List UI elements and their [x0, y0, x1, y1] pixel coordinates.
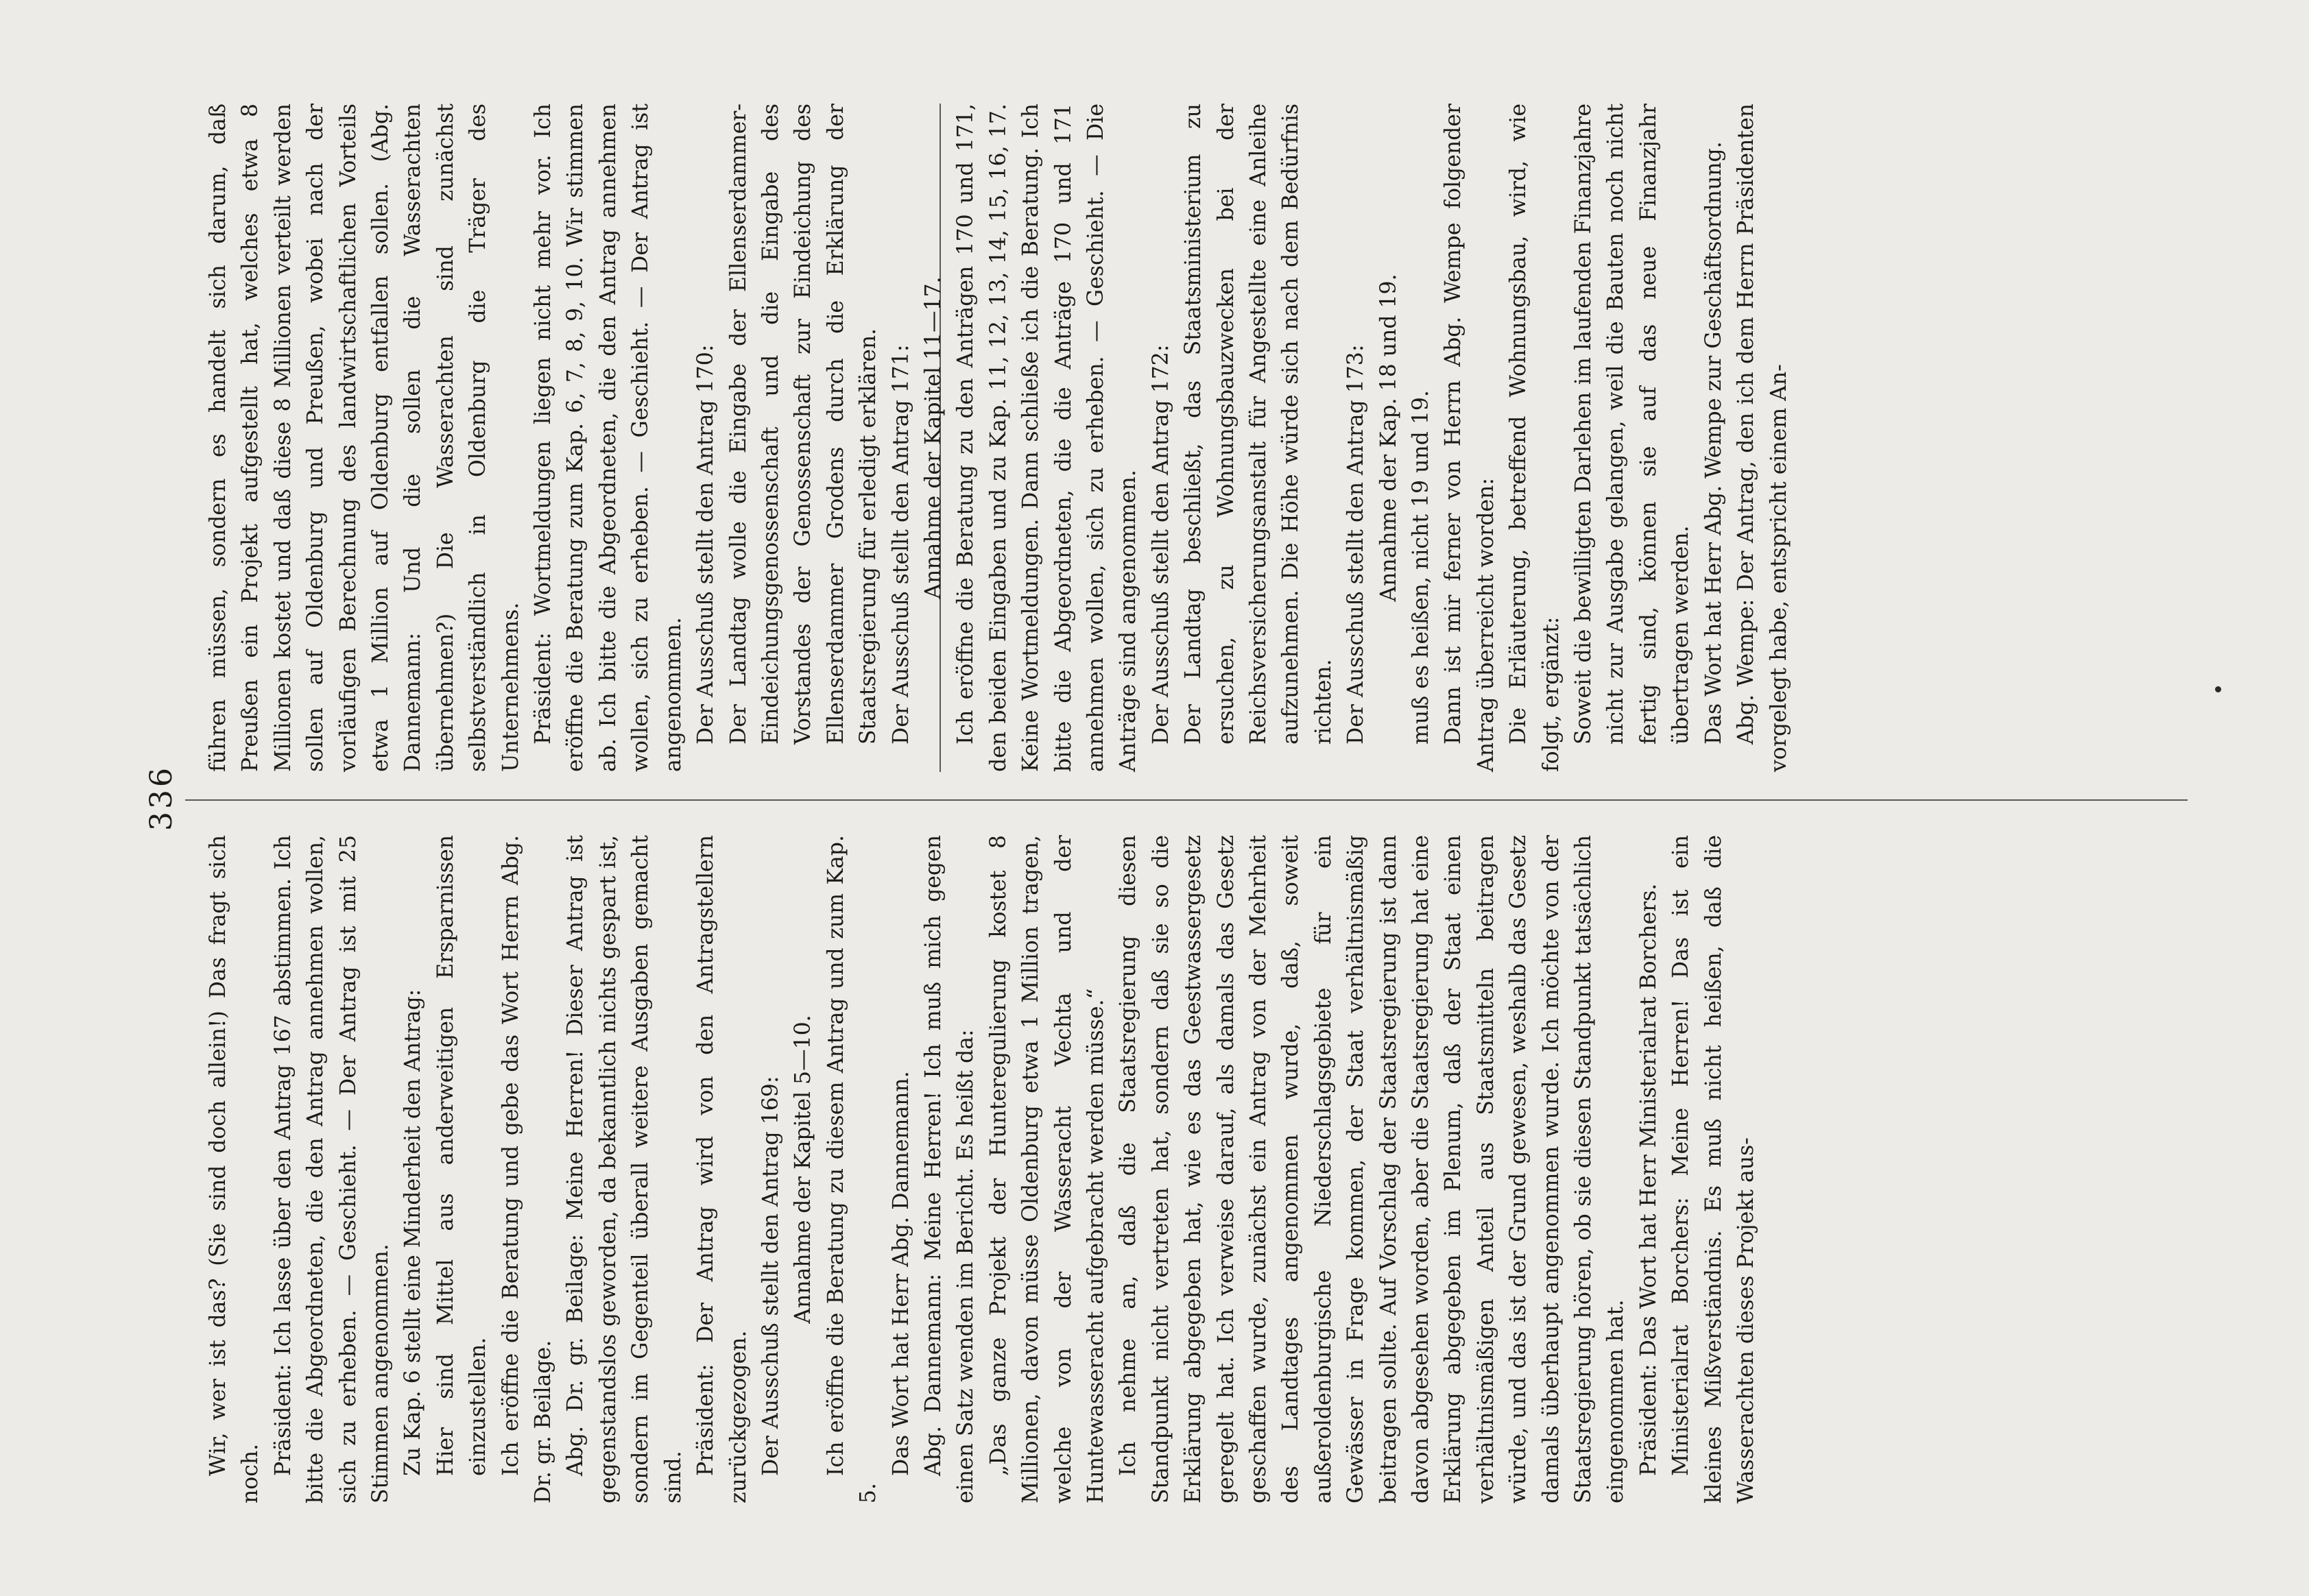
paragraph: Präsident: Der Antrag wird von den Antragstellern zurückgezogen. [693, 835, 751, 1503]
page-number: 336 [144, 765, 179, 831]
paragraph: Ich eröffne die Beratung und gebe das Wort Herrn Abg. Dr. gr. Beilage. [498, 835, 556, 1503]
paragraph: Abg. Dannemann: Meine Herren! Ich muß mich gegen einen Satz wenden im Bericht. Es heißt da: [920, 835, 979, 1503]
paragraph: Der Ausschuß stellt den Antrag 170: [693, 344, 719, 745]
paragraph: Wir, wer ist das? (Sie sind doch allein!) Das fragt sich noch. [206, 835, 263, 1503]
paragraph: Dann ist mir ferner von Herrn Abg. Wempe folgender Antrag überreicht worden: [1441, 104, 1498, 772]
motion-text: Annahme der Kapitel 11—17. [920, 276, 946, 599]
paragraph: Präsident: Das Wort hat Herr Ministerialrat Borchers. [1636, 883, 1661, 1476]
paragraph: Der Ausschuß stellt den Antrag 172: [1148, 344, 1173, 745]
paragraph: Der Ausschuß stellt den Antrag 173: [1343, 344, 1369, 745]
motion-text: Hier sind Mittel aus anderweitigen Ersparnissen einzustellen. [433, 835, 491, 1476]
paragraph: Der Ausschuß stellt den Antrag 169: [758, 1076, 783, 1476]
paragraph: Abg. Wempe: Der Antrag, den ich dem Herrn Präsidenten vorgelegt habe, entspricht einem An- [1734, 104, 1791, 772]
motion-text: Annahme der Kap. 18 und 19. [1376, 274, 1401, 602]
paragraph: muß es heißen, nicht 19 und 19. [1409, 390, 1434, 745]
paragraph: Ich nehme an, daß die Staatsregierung diesen Standpunkt nicht vertreten hat, sondern daß sie so die Erklärung abgegeben hat, wie es das Geestwassergesetz geregelt hat. Ich verweise darauf, als damals das Gesetz geschaffen wurde, zunächst ein Antrag von der Mehrheit des Landtages angenommen wurde, daß, soweit außeroldenburgische Niederschlagsgebiete für ein Gewässer in Frage kommen, der Staat verhältnismäßig beitragen sollte. Auf Vorschlag der Staatsregierung ist dann davon abgesehen worden, aber die Staatsregierung hat eine Erklärung abgegeben im Plenum, daß der Staat einen verhältnismäßigen Anteil aus Staatsmitteln beitragen würde, und das ist der Grund gewesen, weshalb das Gesetz damals überhaupt angenommen wurde. Ich möchte von der Staatsregierung hören, ob sie diesen Standpunkt tatsächlich eingenommen hat. [1116, 835, 1629, 1503]
column-divider [185, 799, 2188, 801]
paragraph: Präsident: Ich lasse über den Antrag 167 abstimmen. Ich bitte die Abgeordneten, die den Antrag annehmen wollen, sich zu erheben. — Geschieht. — Der Antrag ist mit 25 Stimmen angenommen. [270, 835, 394, 1503]
paragraph: Der Ausschuß stellt den Antrag 171: [888, 344, 913, 745]
paragraph: Das Wort hat Herr Abg. Dannemann. [888, 1071, 913, 1476]
paragraph: Die Erläuterung, betreffend Wohnungsbau, wird, wie folgt, ergänzt: [1506, 104, 1564, 772]
paragraph: führen müssen, sondern es handelt sich darum, daß Preußen ein Projekt aufgestellt hat, welches etwa 8 Millionen kostet und daß diese 8 Millionen verteilt werden sollen auf Oldenburg und Preußen, wobei nach der vorläufigen Berechnung des landwirtschaftlichen Vorteils etwa 1 Million auf Oldenburg entfallen sollen. (Abg. Dannemann: Und die sollen die Wasserachten übernehmen?) Die Wasserachten sind zunächst selbstverständlich in Oldenburg die Träger des Unternehmens. [206, 104, 523, 772]
paragraph: Ich eröffne die Beratung zu den Anträgen 170 und 171, den beiden Eingaben und zu Kap. 11, 12, 13, 14, 15, 16, 17. Keine Wortmeldungen. Dann schließe ich die Beratung. Ich bitte die Abgeordneten, die die Anträge 170 und 171 annehmen wollen, sich zu erheben. — Geschieht. — Die Anträge sind angenommen. [953, 104, 1141, 772]
motion-text: Annahme der Kapitel 5—10. [791, 1015, 816, 1324]
motion-text: Soweit die bewilligten Darlehen im laufenden Finanzjahre nicht zur Ausgabe gelangen, weil die Bauten noch nicht fertig sind, können sie auf das neue Finanzjahr übertragen werden. [1571, 104, 1694, 745]
ink-speck [2215, 686, 2221, 692]
paragraph: Zu Kap. 6 stellt eine Minderheit den Antrag: [400, 989, 426, 1476]
left-column [202, 835, 1763, 1503]
paragraph: Ministerialrat Borchers: Meine Herren! Das ist ein kleines Mißverständnis. Es muß nicht heißen, daß die Wasserachten dieses Projekt aus- [1668, 835, 1759, 1503]
paragraph: Abg. Dr. gr. Beilage: Meine Herren! Dieser Antrag ist gegenstandslos geworden, da bekanntlich nichts gespart ist, sondern im Gegenteil überall weitere Ausgaben gemacht sind. [563, 835, 686, 1503]
motion-text: Der Landtag wolle die Eingabe der Ellenserdammer-Eindeichungsgenossenschaft und die Eingabe des Vorstandes der Genossenschaft zur Eindeichung des Ellenserdammer Grodens durch die Erklärung der Staatsregierung für erledigt erklären. [726, 104, 881, 745]
paragraph: Ich eröffne die Beratung zu diesem Antrag und zum Kap. 5. [823, 835, 881, 1503]
paragraph: Präsident: Wortmeldungen liegen nicht mehr vor. Ich eröffne die Beratung zum Kap. 6, 7, 8, 9, 10. Wir stimmen ab. Ich bitte die Abgeordneten, die den Antrag annehmen wollen, sich zu erheben. — Geschieht. — Der Antrag ist angenommen. [531, 104, 686, 772]
right-column [202, 104, 1795, 772]
motion-text: Der Landtag beschließt, das Staatsministerium zu ersuchen, zu Wohnungsbauzwecken bei der Reichsversicherungsanstalt für Angestellte eine Anleihe aufzunehmen. Die Höhe würde sich nach dem Bedürfnis richten. [1181, 104, 1336, 745]
paragraph: Das Wort hat Herr Abg. Wempe zur Geschäftsordnung. [1701, 141, 1726, 745]
quotation: „Das ganze Projekt der Hunteregulierung kostet 8 Millionen, davon müsse Oldenburg etwa 1 Million tragen, welche von der Wasseracht Vechta und der Huntewasseracht aufgebracht werden müsse.“ [985, 835, 1108, 1503]
